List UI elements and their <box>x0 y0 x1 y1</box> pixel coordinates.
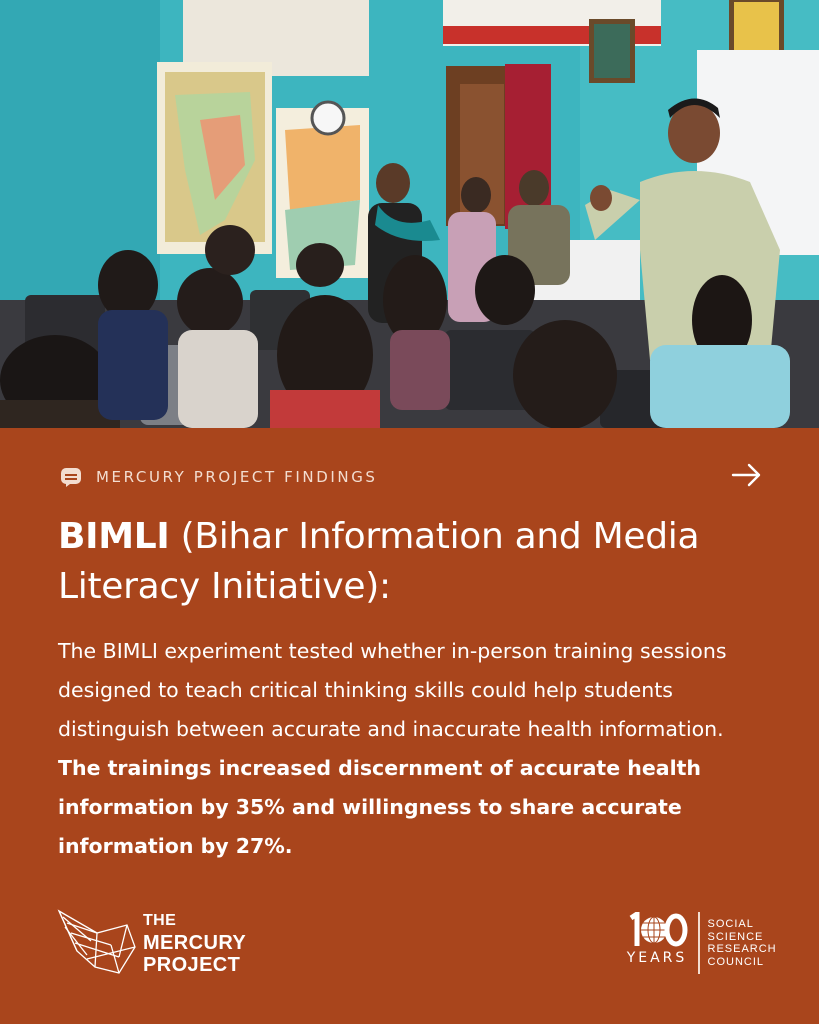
logo-line-project: PROJECT <box>143 954 241 976</box>
winged-helmet-icon <box>57 907 139 979</box>
years-label: YEARS <box>626 950 688 966</box>
logo-line-mercury: MERCURY <box>143 932 247 954</box>
hundred-globe-icon <box>626 912 688 948</box>
arrow-right-icon[interactable] <box>731 462 763 488</box>
logo-line-the: THE <box>143 912 177 929</box>
title-acronym: BIMLI <box>58 516 170 557</box>
ssrc-100-years-logo <box>626 912 777 974</box>
ssrc-name <box>708 912 777 974</box>
logo-divider <box>698 912 700 974</box>
classroom-illustration <box>0 0 819 428</box>
ssrc-line-4: COUNCIL <box>707 955 765 968</box>
classroom-photo <box>0 0 819 428</box>
mercury-project-logo <box>57 903 246 983</box>
findings-highlight: The trainings increased discernment of accurate health information by 35% and willingness to share accurate information by 27%. <box>58 756 702 858</box>
findings-paragraph <box>58 632 758 866</box>
ssrc-line-3: RESEARCH <box>707 943 777 955</box>
title-expansion: (Bihar Information and Media Literacy Initiative): <box>58 516 700 607</box>
ssrc-line-1: SOCIAL <box>707 918 754 930</box>
ssrc-line-2: SCIENCE <box>707 930 764 943</box>
kicker-label: MERCURY PROJECT FINDINGS <box>96 468 378 486</box>
findings-intro: The BIMLI experiment tested whether in-person training sessions designed to teach critical thinking skills could help students distinguish between accurate and inaccurate health information. <box>58 639 727 741</box>
chat-bubble-icon <box>60 466 82 488</box>
page-title <box>58 512 758 612</box>
section-kicker <box>60 465 378 489</box>
